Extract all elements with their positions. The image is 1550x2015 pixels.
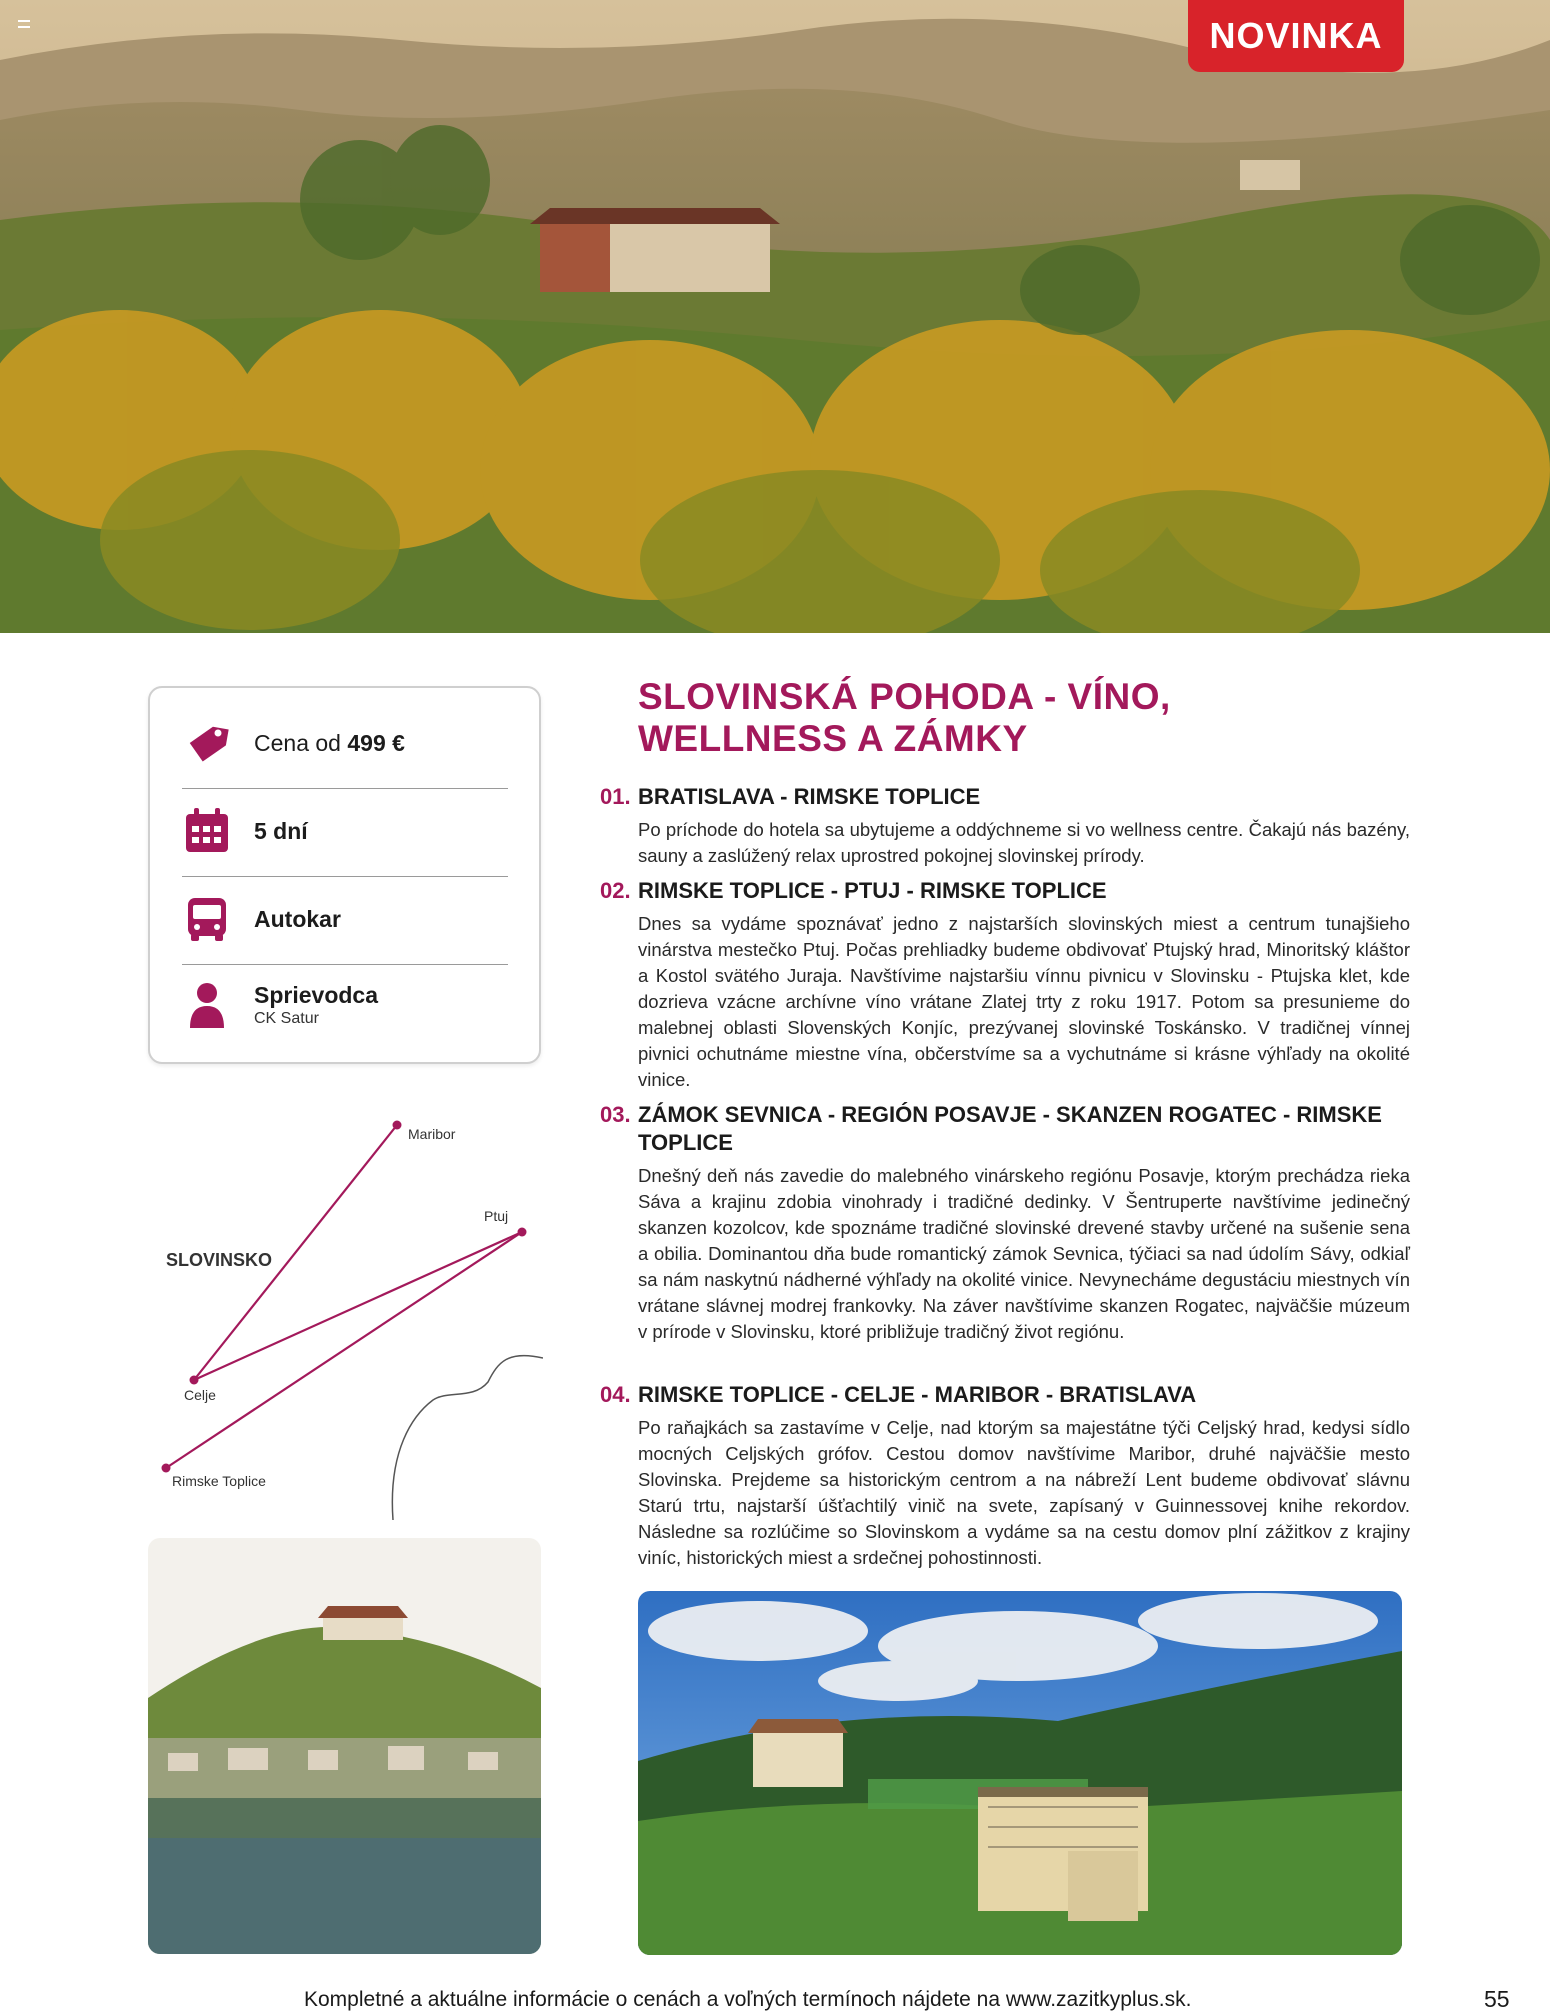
maribor-marker [393, 1121, 402, 1130]
guide-sub: CK Satur [254, 1010, 319, 1027]
divider [182, 964, 508, 965]
price-tag-icon [182, 718, 232, 768]
landscape-illustration [0, 0, 1550, 633]
day-number: 03. [600, 1102, 631, 1127]
itinerary-day-2 [600, 877, 1410, 1093]
day-description: Dnes sa vydáme spoznávať jedno z najstarších slovinských miest a centrum tunajšieho vinárstva mestečko Ptuj. Počas prehliadky budeme obdivovať Ptujský hrad, Minoritský kláštor a Kostol svätého Juraja. Navštívime najstaršiu vínnu pivnicu v Slovinsku - Ptujska klet, kde dozrieva vzácne archívne víno vrátane Zlatej trty z roku 1917. Potom sa presunieme do malebnej oblasti Slovenských Konjíc, prezývanej slovinské Toskánsko. V tradičnej vínnej pivnici ochutnáme miestne vína, občerstvíme sa a vychutnáme si krásne výhľady na okolité vinice. [638, 913, 1410, 1090]
price-prefix: Cena od [254, 729, 348, 756]
menu-icon [18, 20, 30, 28]
day-heading: BRATISLAVA - RIMSKE TOPLICE [638, 784, 981, 809]
day-heading: ZÁMOK SEVNICA - REGIÓN POSAVJE - SKANZEN ROGATEC - RIMSKE TOPLICE [638, 1102, 1382, 1155]
day-number: 04. [600, 1382, 631, 1407]
day-heading: RIMSKE TOPLICE - PTUJ - RIMSKE TOPLICE [638, 878, 1107, 903]
duration-text: 5 dní [254, 817, 308, 844]
footer-text: Kompletné a aktuálne informácie o cenách a voľných termínoch nájdete na www.zazitkyplus.sk. [304, 1988, 1192, 2011]
map-country-label: SLOVINSKO [166, 1250, 273, 1270]
map-label-maribor: Maribor [408, 1126, 456, 1142]
guide-label: Sprievodca [254, 982, 378, 1008]
rimske-toplice-marker [162, 1464, 171, 1473]
bus-icon [182, 894, 232, 944]
route-map [148, 1100, 543, 1520]
day-heading: RIMSKE TOPLICE - CELJE - MARIBOR - BRATISLAVA [638, 1382, 1197, 1407]
info-card [148, 686, 541, 1064]
day-description: Po príchode do hotela sa ubytujeme a oddýchneme si vo wellness centre. Čakajú nás bazény, sauny a zaslúžený relax uprostred pokojnej slovinskej prírody. [638, 819, 1410, 866]
route-lines [148, 1100, 543, 1520]
guide-text [254, 982, 378, 1028]
map-label-rimske-toplice: Rimske Toplice [172, 1473, 266, 1489]
day-description: Po raňajkách sa zastavíme v Celje, nad ktorým sa majestátne týči Celjský hrad, kedysi sídlo mocných Celjských grófov. Cestou domov navštívime Maribor, druhé najväčšie mesto Slovinska. Prejdeme sa historickým centrom a na nábreží Lent budeme obdivovať slávnu Starú trtu, najstarší úšťachtilý vinič na svete, zapísaný v Guinnessovej knihe rekordov. Následne sa rozlúčime so Slovinskom a vydáme sa na cestu domov plní zážitkov z krajiny viníc, historických miest a srdečnej pohostinnosti. [638, 1417, 1410, 1568]
transport-row [182, 894, 508, 944]
page-number: 55 [1484, 1986, 1510, 2012]
transport-text: Autokar [254, 905, 341, 932]
map-label-celje: Celje [184, 1387, 216, 1403]
title-line-2: WELLNESS A ZÁMKY [638, 718, 1028, 759]
hero-image [0, 0, 1550, 633]
duration-row [182, 806, 508, 856]
itinerary-day-4 [600, 1381, 1410, 1571]
page-title [638, 676, 1438, 760]
price-row [182, 718, 508, 768]
village-lake-photo [148, 1538, 541, 1954]
person-icon [182, 980, 232, 1030]
ptuj-marker [518, 1228, 527, 1237]
day-description: Dnešný deň nás zavedie do malebného vinárskeho regiónu Posavje, ktorým prechádza rieka Sáva a krajinu zdobia vinohrady i tradičné dedinky. V Šentruperte navštívime jedinečný skanzen kozolcov, kde spoznáme tradičné slovinské drevené stavby určené na sušenie sena a obilia. Dominantou dňa bude romantický zámok Sevnica, týčiaci sa nad údolím Sávy, odkiaľ sa nám naskytnú nádherné výhľady na okolité vinice. Nevynecháme degustáciu miestnych vín vrátane slávnej modrej frankovky. Na záver navštívime skanzen Rogatec, najväčšie múzeum v prírode v Slovinsku, ktoré približuje tradičný život regiónu. [638, 1165, 1410, 1342]
novinka-badge: NOVINKA [1188, 0, 1404, 72]
spa-resort-photo [638, 1591, 1402, 1955]
divider [182, 876, 508, 877]
divider [182, 788, 508, 789]
day-number: 02. [600, 878, 631, 903]
calendar-icon [182, 806, 232, 856]
price-text [254, 730, 405, 757]
title-line-1: SLOVINSKÁ POHODA - VÍNO, [638, 676, 1171, 717]
price-value: 499 € [347, 729, 405, 756]
itinerary-day-3 [600, 1101, 1410, 1345]
itinerary-day-1 [600, 783, 1410, 869]
day-number: 01. [600, 784, 631, 809]
guide-row [182, 980, 508, 1030]
celje-marker [190, 1376, 199, 1385]
map-label-ptuj: Ptuj [484, 1208, 509, 1224]
